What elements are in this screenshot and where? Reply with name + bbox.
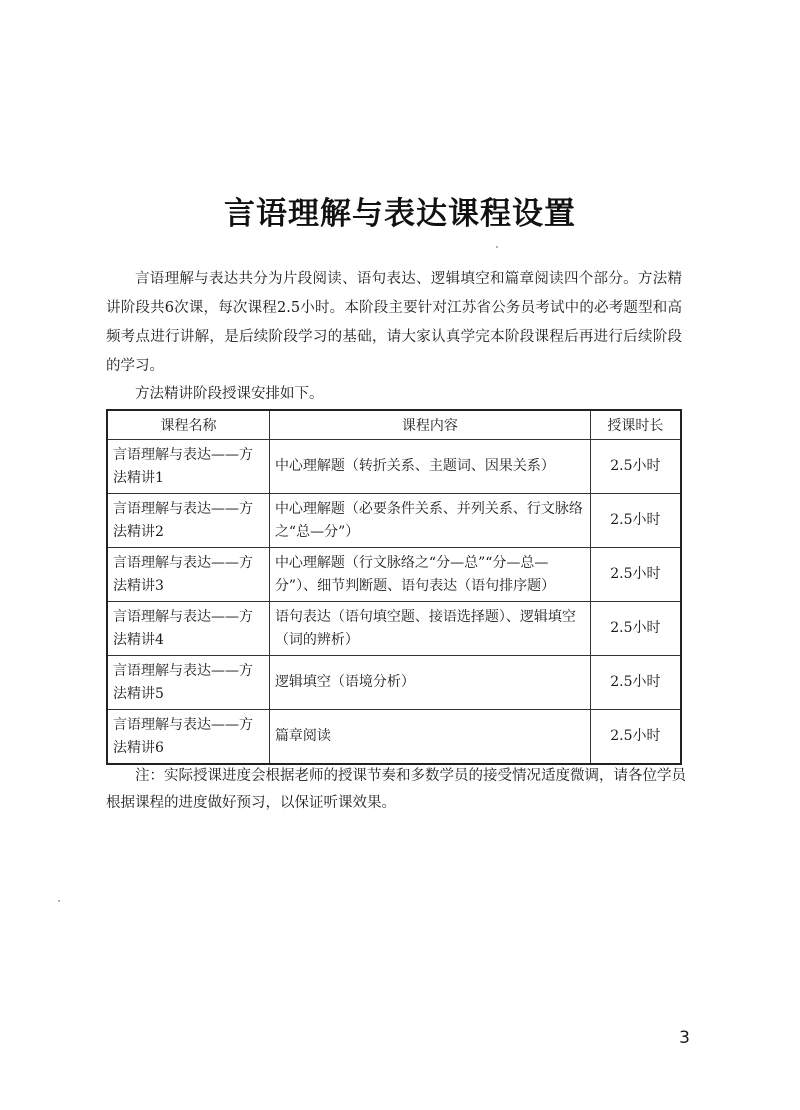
note-paragraph: 注：实际授课进度会根据老师的授课节奏和多数学员的接受情况适度微调，请各位学员根据课程的进度做好预习，以保证听课效果。	[106, 768, 686, 811]
course-content-cell: 中心理解题（行文脉络之“分—总”“分—总—分”）、细节判断题、语句表达（语句排序题）	[269, 548, 590, 602]
course-content-cell: 中心理解题（必要条件关系、并列关系、行文脉络之“总—分”）	[269, 494, 590, 548]
course-duration-cell: 2.5小时	[590, 710, 681, 765]
header-course-content: 课程内容	[269, 410, 590, 440]
course-duration-cell: 2.5小时	[590, 494, 681, 548]
course-content-cell: 逻辑填空（语境分析）	[269, 656, 590, 710]
course-content-cell: 篇章阅读	[269, 710, 590, 765]
course-name-cell: 言语理解与表达——方法精讲2	[107, 494, 269, 548]
course-name-cell: 言语理解与表达——方法精讲3	[107, 548, 269, 602]
course-name-cell: 言语理解与表达——方法精讲1	[107, 440, 269, 494]
table-row	[107, 602, 681, 656]
table-row	[107, 494, 681, 548]
course-content-cell: 中心理解题（转折关系、主题词、因果关系）	[269, 440, 590, 494]
course-name-cell: 言语理解与表达——方法精讲6	[107, 710, 269, 765]
course-duration-cell: 2.5小时	[590, 656, 681, 710]
table-row	[107, 656, 681, 710]
scan-speck	[496, 246, 498, 248]
course-duration-cell: 2.5小时	[590, 440, 681, 494]
intro-paragraph: 言语理解与表达共分为片段阅读、语句表达、逻辑填空和篇章阅读四个部分。方法精讲阶段共6次课，每次课程2.5小时。本阶段主要针对江苏省公务员考试中的必考题型和高频考点进行讲解，是后续阶段学习的基础，请大家认真学完本阶段课程后再进行后续阶段的学习。	[106, 271, 682, 374]
course-schedule-table	[106, 409, 682, 765]
page-number: 3	[679, 1028, 690, 1048]
course-name-cell: 言语理解与表达——方法精讲5	[107, 656, 269, 710]
header-duration: 授课时长	[590, 410, 681, 440]
table-row	[107, 710, 681, 765]
page-title: 言语理解与表达课程设置	[224, 196, 576, 232]
course-duration-cell: 2.5小时	[590, 548, 681, 602]
table-header-row	[107, 410, 681, 440]
header-course-name: 课程名称	[107, 410, 269, 440]
course-name-cell: 言语理解与表达——方法精讲4	[107, 602, 269, 656]
table-row	[107, 548, 681, 602]
course-content-cell: 语句表达（语句填空题、接语选择题）、逻辑填空（词的辨析）	[269, 602, 590, 656]
arrangement-text: 方法精讲阶段授课安排如下。	[135, 386, 324, 402]
scan-speck	[58, 900, 60, 902]
table-row	[107, 440, 681, 494]
course-duration-cell: 2.5小时	[590, 602, 681, 656]
